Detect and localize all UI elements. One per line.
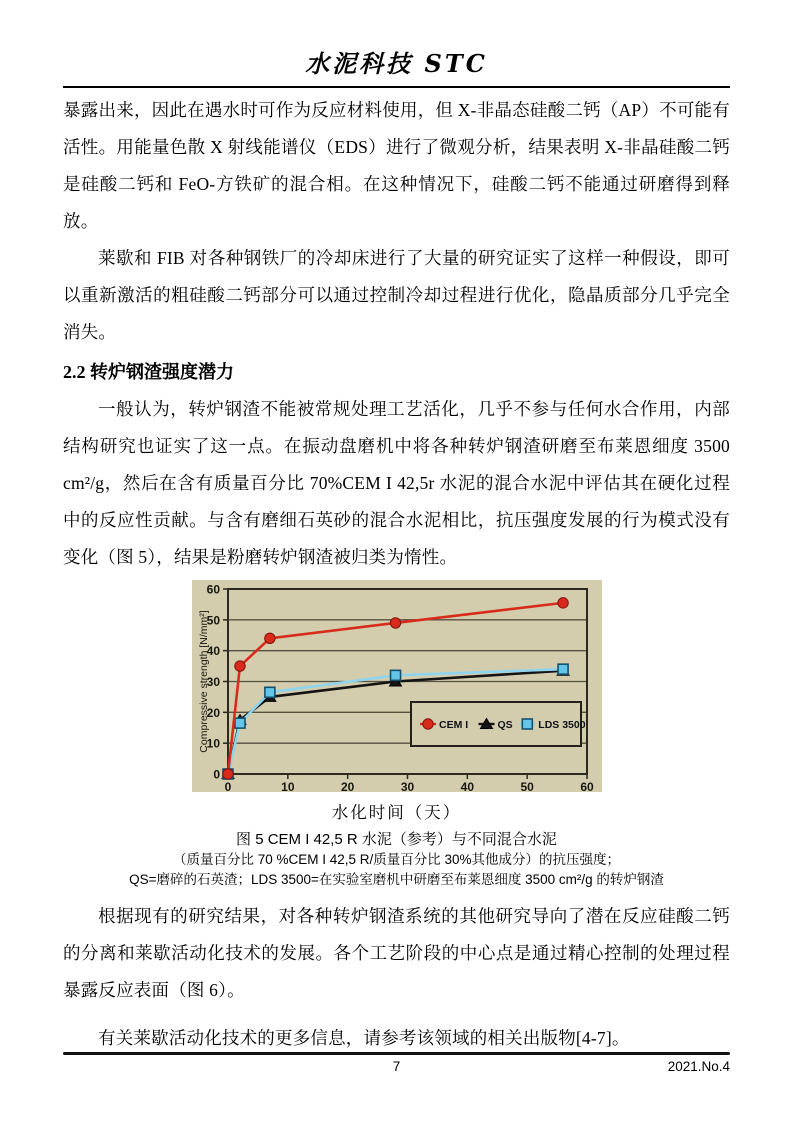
svg-text:40: 40 — [206, 644, 220, 659]
figure-x-axis-label: 水化时间（天） — [331, 803, 462, 822]
journal-header-title: 水泥科技 STC — [305, 49, 488, 78]
svg-text:30: 30 — [400, 780, 414, 792]
svg-text:LDS 3500: LDS 3500 — [537, 718, 586, 731]
footer-page-number: 7 — [392, 1059, 401, 1074]
paragraph-4: 根据现有的研究结果，对各种转炉钢渣系统的其他研究导向了潜在反应硅酸二钙的分离和莱歇活动化技术的发展。各个工艺阶段的中心点是通过精心控制的处理过程暴露反应表面（图 6）。 — [63, 906, 730, 1000]
svg-text:60: 60 — [206, 582, 220, 597]
figure-caption-line2: （质量百分比 70 %CEM I 42,5 R/质量百分比 30%其他成分）的抗压强度； — [172, 852, 621, 867]
svg-text:10: 10 — [280, 780, 295, 792]
svg-text:0: 0 — [224, 780, 231, 792]
strength-chart — [192, 580, 602, 792]
section-heading-2-2: 2.2 转炉钢渣强度潜力 — [63, 362, 234, 382]
svg-text:40: 40 — [460, 780, 474, 792]
strength-chart-svg — [192, 580, 602, 792]
figure-caption-line1: 图 5 CEM I 42,5 R 水泥（参考）与不同混合水泥 — [236, 831, 557, 848]
svg-text:50: 50 — [519, 780, 534, 792]
svg-text:Compressive strength [N/mm²]: Compressive strength [N/mm²] — [197, 610, 210, 753]
svg-text:60: 60 — [579, 780, 594, 792]
paragraph-2: 莱歇和 FIB 对各种钢铁厂的冷却床进行了大量的研究证实了这样一种假设，即可以重新激活的粗硅酸二钙部分可以通过控制冷却过程进行优化，隐晶质部分几乎完全消失。 — [63, 248, 730, 342]
paragraph-1: 暴露出来，因此在遇水时可作为反应材料使用，但 X-非晶态硅酸二钙（AP）不可能有活性。用能量色散 X 射线能谱仪（EDS）进行了微观分析，结果表明 X-非晶硅酸二钙是硅酸二钙和 FeO-方铁矿的混合相。在这种情况下，硅酸二钙不能通过研磨得到释放。 — [63, 100, 730, 231]
header-rule — [63, 86, 730, 88]
svg-text:0: 0 — [212, 767, 220, 782]
paragraph-5: 有关莱歇活动化技术的更多信息，请参考该领域的相关出版物[4-7]。 — [98, 1028, 630, 1048]
svg-text:20: 20 — [206, 705, 220, 720]
footer-issue-label: 2021.No.4 — [667, 1059, 730, 1074]
figure-caption-line3: QS=磨碎的石英渣；LDS 3500=在实验室磨机中研磨至布莱恩细度 3500 cm²/g 的转炉钢渣 — [129, 872, 664, 887]
svg-text:30: 30 — [206, 675, 220, 689]
svg-text:20: 20 — [340, 780, 354, 792]
page-content — [63, 92, 730, 1057]
paragraph-3: 一般认为，转炉钢渣不能被常规处理工艺活化，几乎不参与任何水合作用，内部结构研究也证实了这一点。在振动盘磨机中将各种转炉钢渣研磨至布莱恩细度 3500 cm²/g，然后在含有质量百分比 70%CEM I 42,5r 水泥的混合水泥中评估其在硬化过程中的反应性贡献。与含有磨细石英砂的混合水泥相比，抗压强度发展的行为模式没有变化（图 5），结果是粉磨转炉钢渣被归类为惰性。 — [63, 399, 730, 567]
svg-text:QS: QS — [497, 718, 513, 731]
svg-text:CEM I: CEM I — [438, 718, 468, 731]
footer-rule — [63, 1052, 730, 1055]
figure-5 — [63, 580, 730, 890]
svg-text:50: 50 — [206, 613, 220, 628]
svg-text:10: 10 — [206, 736, 220, 751]
